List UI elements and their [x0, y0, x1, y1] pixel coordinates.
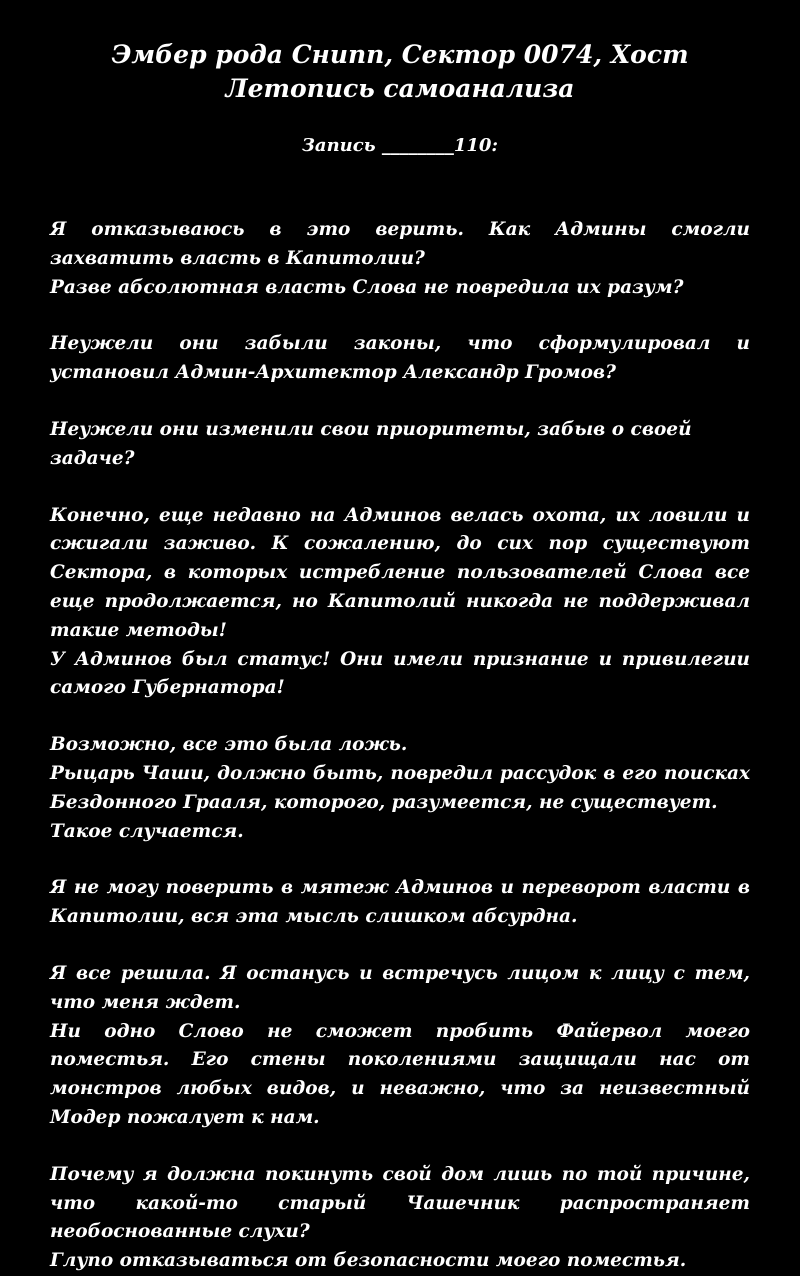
paragraph-line: Рыцарь Чаши, должно быть, повредил рассудок в его поисках Бездонного Грааля, которого, разумеется, не существует.: [50, 762, 750, 813]
paragraph: [50, 1161, 750, 1276]
paragraph-line: Такое случается.: [50, 820, 244, 842]
paragraph-line: У Админов был статус! Они имели признание и привилегии самого Губернатора!: [50, 648, 750, 699]
paragraph-line: Глупо отказываться от безопасности моего поместья.: [50, 1250, 687, 1272]
entry-number: Запись ________110:: [301, 135, 499, 156]
paragraph-line: Конечно, еще недавно на Админов велась охота, их ловили и сжигали заживо. К сожалению, до сих пор существуют Сектора, в которых истребление пользователей Слова все еще продолжается, но Капитолий никогда не поддерживал такие методы!: [50, 504, 750, 641]
document-body: [50, 216, 750, 1276]
paragraph-line: Я отказываюсь в это верить. Как Админы смогли захватить власть в Капитолии?: [50, 219, 750, 269]
paragraph-line: Я не могу поверить в мятеж Админов и переворот власти в Капитолии, вся эта мысль слишком абсурдна.: [50, 877, 750, 928]
paragraph: [50, 874, 750, 932]
paragraph-line: Я все решила. Я останусь и встречусь лицом к лицу с тем, что меня ждет.: [50, 962, 750, 1013]
document-header: [50, 38, 750, 158]
paragraph-line: Разве абсолютная власть Слова не повредила их разум?: [50, 276, 684, 298]
paragraph: [50, 960, 750, 1133]
paragraph: [50, 416, 750, 474]
paragraph: [50, 330, 750, 388]
paragraph: [50, 216, 750, 302]
paragraph-line: Неужели они изменили свои приоритеты, забыв о своей задаче?: [50, 418, 692, 469]
document-title: Эмбер рода Снипп, Сектор 0074, Хост: [111, 40, 689, 69]
paragraph-line: Ни одно Слово не сможет пробить Файервол моего поместья. Его стены поколениями защищали нас от монстров любых видов, и неважно, что за неизвестный Модер пожалует к нам.: [50, 1020, 750, 1128]
paragraph: [50, 502, 750, 704]
paragraph-line: Возможно, все это была ложь.: [50, 734, 408, 756]
paragraph: [50, 731, 750, 846]
paragraph-line: Неужели они забыли законы, что сформулировал и установил Админ-Архитектор Александр Громов?: [50, 333, 750, 384]
paragraph-line: Почему я должна покинуть свой дом лишь по той причине, что какой-то старый Чашечник распространяет необоснованные слухи?: [50, 1163, 750, 1243]
document-subtitle: Летопись самоанализа: [225, 74, 575, 103]
